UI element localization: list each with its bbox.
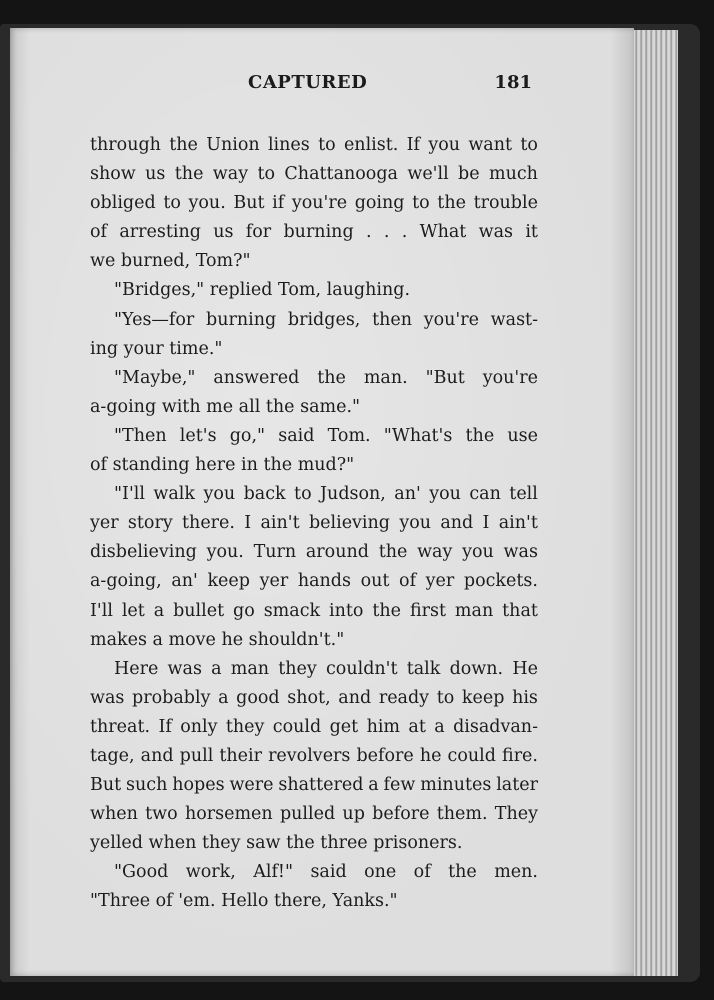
text-line: show us the way to Chattanooga we'll be much (90, 164, 538, 185)
text-line: ing your time." (90, 338, 223, 359)
text-line: "Maybe," answered the man. "But you're (114, 367, 538, 388)
text-line: was probably a good shot, and ready to keep his (90, 687, 538, 708)
text-line: "Bridges," replied Tom, laughing. (114, 280, 411, 301)
text-line: threat. If only they could get him at a disadvan- (90, 716, 538, 737)
text-line: when two horsemen pulled up before them. They (90, 804, 538, 825)
text-line: But such hopes were shattered a few minutes later (90, 775, 538, 796)
page-edges (628, 30, 678, 976)
page-number: 181 (494, 72, 532, 93)
text-line: "Good work, Alf!" said one of the men. (114, 862, 538, 883)
text-line: I'll let a bullet go smack into the first man that (90, 600, 538, 621)
text-line: of arresting us for burning . . . What was it (90, 222, 538, 243)
text-line: "Three of 'em. Hello there, Yanks." (90, 891, 398, 912)
text-line: we burned, Tom?" (90, 251, 251, 272)
text-line: tage, and pull their revolvers before he could fire. (90, 745, 538, 766)
text-line: of standing here in the mud?" (90, 455, 355, 476)
text-line: obliged to you. But if you're going to the trouble (90, 193, 538, 214)
text-line: "Yes—for burning bridges, then you're wast- (114, 309, 538, 330)
page-header (238, 72, 532, 102)
text-line: yelled when they saw the three prisoners. (90, 833, 463, 854)
text-line: through the Union lines to enlist. If you want to (90, 135, 538, 155)
text-line: "I'll walk you back to Judson, an' you can tell (114, 484, 538, 505)
body-text (90, 131, 538, 917)
text-line: "Then let's go," said Tom. "What's the use (114, 425, 538, 446)
text-line: disbelieving you. Turn around the way you was (90, 542, 538, 563)
text-line: a-going, an' keep yer hands out of yer pockets. (90, 571, 538, 592)
text-line: makes a move he shouldn't." (90, 629, 345, 650)
text-line: Here was a man they couldn't talk down. He (114, 658, 538, 679)
text-line: a-going with me all the same." (90, 396, 361, 417)
text-line: yer story there. I ain't believing you and I ain't (90, 513, 538, 534)
running-head: CAPTURED (248, 72, 368, 93)
